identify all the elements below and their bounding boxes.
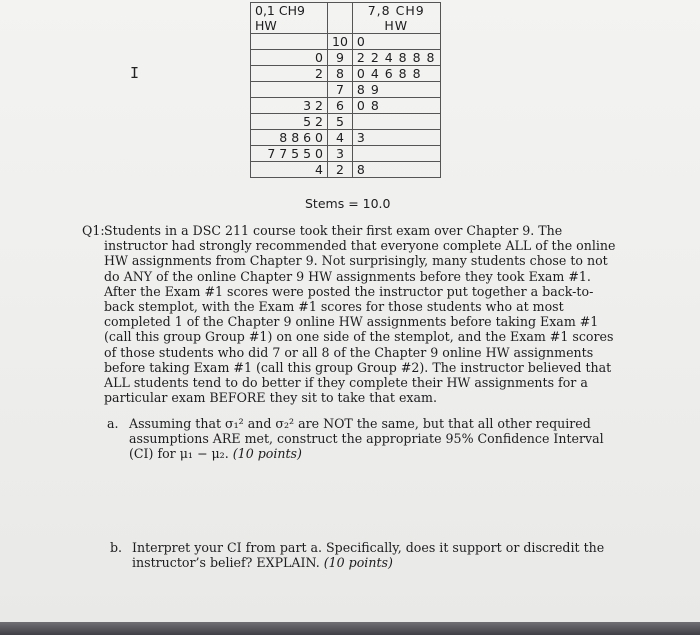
stemplot-right-leaves: 8	[352, 162, 440, 178]
stemplot-right-leaves: 0 4 6 8 8	[352, 66, 440, 82]
stemplot-right-leaves	[352, 114, 440, 130]
stemplot-left-leaves	[251, 82, 328, 98]
stemplot-stem: 4	[328, 130, 353, 146]
stemplot-left-leaves	[251, 34, 328, 50]
stemplot-right-leaves: 3	[352, 130, 440, 146]
part-b-points: (10 points)	[323, 555, 393, 571]
part-a-points: (10 points)	[232, 446, 302, 462]
stemplot-right-header: 7,8 CH9 HW	[352, 3, 440, 34]
stemplot-stem: 2	[328, 162, 353, 178]
stemplot-row	[251, 114, 441, 130]
stemplot-left-leaves: 2	[251, 66, 328, 82]
stemplot-right-leaves: 8 9	[352, 82, 440, 98]
question-text: Students in a DSC 211 course took their first exam over Chapter 9. The instructor had strongly recommended that everyone complete ALL of the online HW assignments from Chapter 9. Not surprisingly, many students chose to not do ANY of the online Chapter 9 HW assignments before they took Exam #1. After the Exam #1 scores were posted the instructor put together a back-to-back stemplot, with the Exam #1 scores for those students who at most completed 1 of the Chapter 9 online HW assignments before taking Exam #1 (call this group Group #1) on one side of the stemplot, and the Exam #1 scores of those students who did 7 or all 8 of the Chapter 9 online HW assignments before taking Exam #1 (call this group Group #2). The instructor believed that ALL students tend to do better if they complete their HW assignments for a particular exam BEFORE they sit to take that exam.	[104, 223, 616, 406]
stemplot-row	[251, 130, 441, 146]
stemplot-row	[251, 34, 441, 50]
stemplot-left-leaves: 5 2	[251, 114, 328, 130]
stemplot-stem: 3	[328, 146, 353, 162]
stemplot-stem: 6	[328, 98, 353, 114]
stemplot-left-header: 0,1 CH9 HW	[251, 3, 328, 34]
part-b	[110, 540, 625, 570]
bottom-frame	[0, 622, 700, 635]
stemplot-left-leaves: 8 8 6 0	[251, 130, 328, 146]
part-a-body	[129, 416, 622, 462]
part-a-text: Assuming that σ₁² and σ₂² are NOT the same, but that all other required assumptions ARE met, construct the appropriate 95% Confidence Interval (CI) for μ₁ − μ₂.	[129, 416, 604, 462]
stemplot-row	[251, 98, 441, 114]
part-a-label: a.	[107, 416, 119, 431]
stemplot-row	[251, 146, 441, 162]
stemplot-row	[251, 82, 441, 98]
stemplot-header-row	[251, 3, 441, 34]
back-to-back-stemplot	[250, 2, 441, 178]
part-b-body	[132, 540, 625, 570]
stemplot-stem: 8	[328, 66, 353, 82]
part-b-text: Interpret your CI from part a. Specifically, does it support or discredit the instructor’s belief? EXPLAIN.	[132, 540, 605, 571]
stemplot-right-leaves: 0	[352, 34, 440, 50]
stemplot-stem-header	[328, 3, 353, 34]
stemplot-row	[251, 66, 441, 82]
stemplot-stem: 9	[328, 50, 353, 66]
stemplot-row	[251, 162, 441, 178]
part-b-label: b.	[110, 540, 123, 555]
stems-note: Stems = 10.0	[305, 196, 391, 211]
stemplot-left-leaves: 7 7 5 5 0	[251, 146, 328, 162]
stemplot-right-leaves: 2 2 4 8 8 8	[352, 50, 440, 66]
stemplot-right-leaves: 0 8	[352, 98, 440, 114]
part-a	[107, 416, 622, 462]
stemplot-stem: 7	[328, 82, 353, 98]
question-1	[82, 223, 622, 405]
question-label: Q1:	[82, 223, 105, 238]
stemplot-right-leaves	[352, 146, 440, 162]
stemplot-left-leaves: 0	[251, 50, 328, 66]
stemplot-row	[251, 50, 441, 66]
stemplot-left-leaves: 3 2	[251, 98, 328, 114]
stemplot-left-leaves: 4	[251, 162, 328, 178]
stemplot-stem: 5	[328, 114, 353, 130]
text-cursor-icon: I	[130, 64, 140, 82]
stemplot-stem: 10	[328, 34, 353, 50]
